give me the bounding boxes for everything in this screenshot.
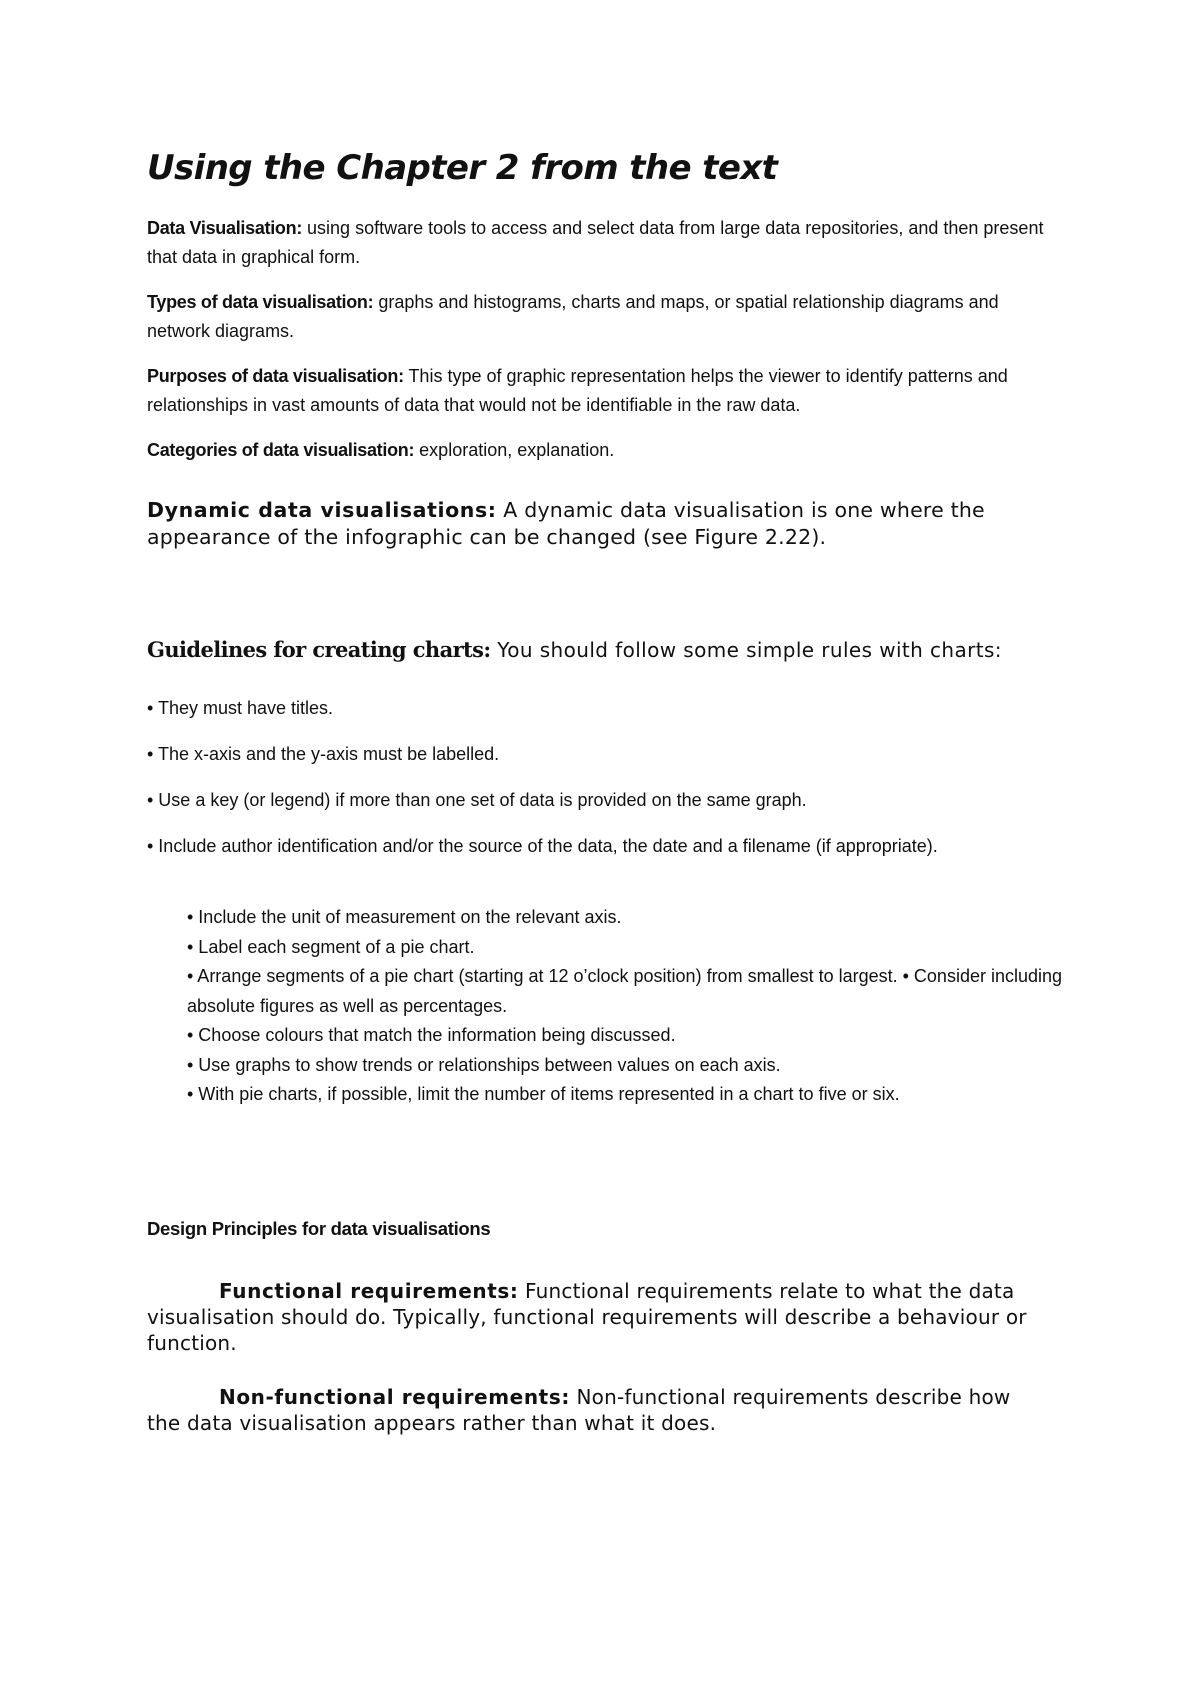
guideline-item: • Label each segment of a pie chart. (187, 936, 475, 957)
definition-data-visualisation (147, 214, 1047, 272)
definition-categories (147, 436, 1047, 465)
guideline-item: • Use graphs to show trends or relationships between values on each axis. (187, 1054, 781, 1075)
definition-term: Purposes of data visualisation: (147, 366, 404, 386)
requirement-text: Functional requirements relate to what the data visualisation should do. Typically, functional requirements will describe a behaviour or function. (147, 1279, 1027, 1355)
guidelines-text: You should follow some simple rules with charts: (490, 638, 1002, 662)
definition-term: Categories of data visualisation: (147, 440, 415, 460)
guideline-item: • They must have titles. (147, 698, 334, 718)
guideline-item: • The x-axis and the y-axis must be labelled. (147, 744, 500, 764)
guideline-item: • Include the unit of measurement on the relevant axis. (187, 907, 622, 927)
page-title: Using the Chapter 2 from the text (147, 148, 778, 188)
guideline-list (147, 903, 1067, 1110)
definition-text: exploration, explanation. (414, 440, 615, 460)
definition-text: This type of graphic representation helps the viewer to identify patterns and relationships in vast amounts of data that would not be identifiable in the raw data. (147, 366, 1008, 415)
definition-term: Dynamic data visualisations: (147, 498, 497, 522)
requirement-term: Non-functional requirements: (219, 1385, 570, 1409)
functional-requirements (147, 1278, 1047, 1356)
requirement-term: Functional requirements: (219, 1279, 519, 1303)
definition-types (147, 288, 1047, 346)
guideline-item: • Use a key (or legend) if more than one set of data is provided on the same graph. (147, 790, 807, 810)
guideline-item: • Include author identification and/or the source of the data, the date and a filename (if appropriate). (147, 836, 938, 856)
definition-dynamic (147, 497, 1067, 551)
definition-text: using software tools to access and select data from large data repositories, and then present that data in graphical form. (147, 218, 1044, 267)
definition-text: graphs and histograms, charts and maps, or spatial relationship diagrams and network diagrams. (147, 292, 999, 341)
guideline-item: • Choose colours that match the information being discussed. (187, 1025, 676, 1045)
definition-term: Types of data visualisation: (147, 292, 374, 312)
non-functional-requirements (147, 1384, 1047, 1436)
definition-text: A dynamic data visualisation is one where the appearance of the infographic can be changed (see Figure 2.22). (147, 498, 985, 549)
definition-term: Data Visualisation: (147, 218, 303, 238)
guidelines-intro (147, 635, 1002, 665)
guideline-item: • With pie charts, if possible, limit the number of items represented in a chart to five or six. (187, 1084, 900, 1104)
definition-purposes (147, 362, 1047, 420)
guidelines-term: Guidelines for creating charts: (147, 637, 491, 662)
design-principles-heading: Design Principles for data visualisations (147, 1218, 491, 1239)
guideline-item: • Arrange segments of a pie chart (starting at 12 o’clock position) from smallest to largest. • Consider including absolute figures as well as percentages. (187, 966, 1063, 1016)
requirement-text: Non-functional requirements describe how the data visualisation appears rather than what it does. (147, 1385, 1011, 1435)
